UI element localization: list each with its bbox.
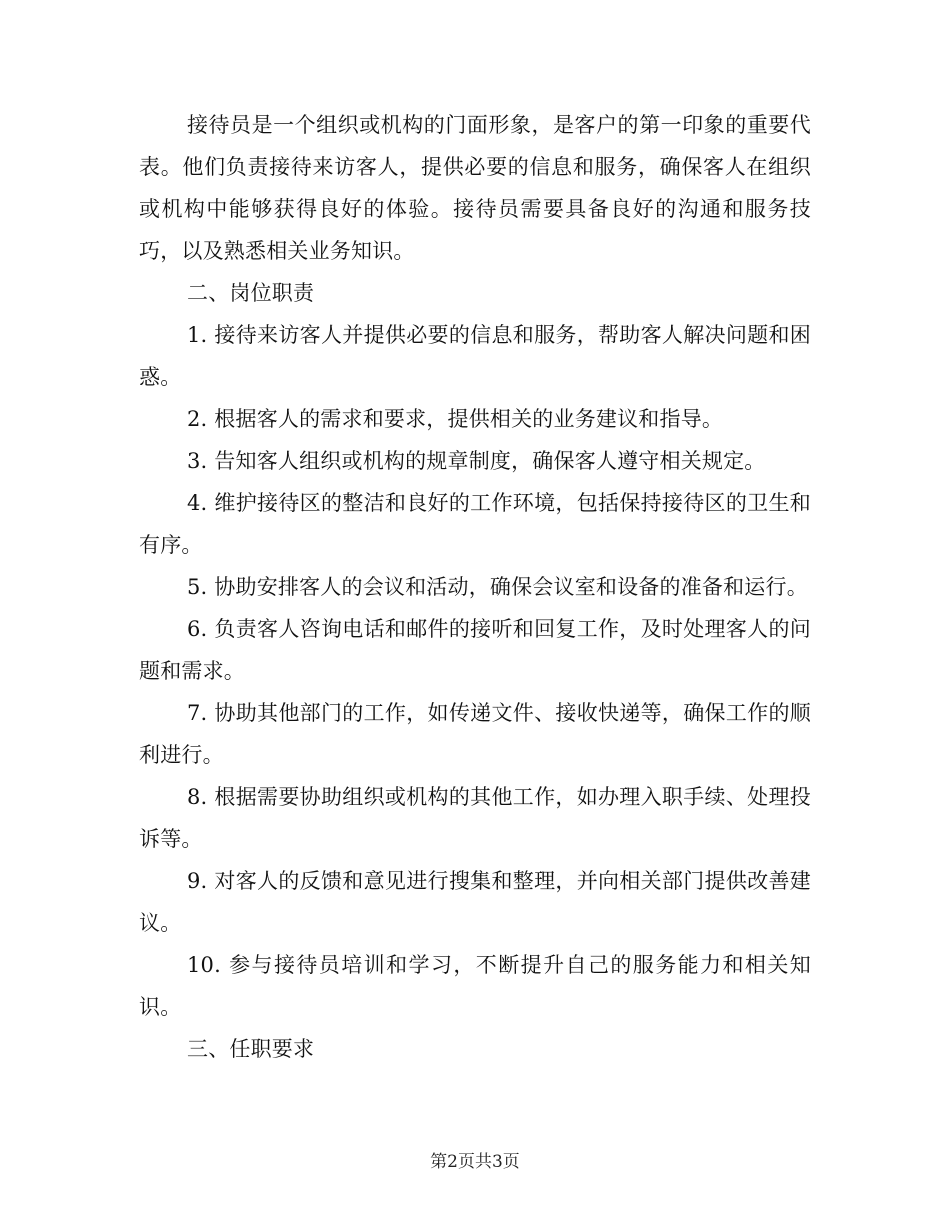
- section-heading-duties: 二、岗位职责: [187, 281, 315, 305]
- duty-item-2: 2. 根据客人的需求和要求，提供相关的业务建议和指导。: [187, 407, 724, 431]
- duty-item-10: 10. 参与接待员培训和学习，不断提升自己的服务能力和相关知识。: [139, 953, 811, 1019]
- duty-item-1: 1. 接待来访客人并提供必要的信息和服务，帮助客人解决问题和困惑。: [139, 323, 811, 389]
- duty-item-9: 9. 对客人的反馈和意见进行搜集和整理，并向相关部门提供改善建议。: [139, 869, 811, 935]
- document-body: [139, 104, 811, 1070]
- duty-item-3: 3. 告知客人组织或机构的规章制度，确保客人遵守相关规定。: [187, 449, 766, 473]
- duty-item-6: 6. 负责客人咨询电话和邮件的接听和回复工作，及时处理客人的问题和需求。: [139, 617, 811, 683]
- intro-paragraph: 接待员是一个组织或机构的门面形象，是客户的第一印象的重要代表。他们负责接待来访客人，提供必要的信息和服务，确保客人在组织或机构中能够获得良好的体验。接待员需要具备良好的沟通和服务技巧，以及熟悉相关业务知识。: [139, 113, 811, 263]
- duty-item-8: 8. 根据需要协助组织或机构的其他工作，如办理入职手续、处理投诉等。: [139, 785, 811, 851]
- section-heading-requirements: 三、任职要求: [187, 1037, 315, 1061]
- duty-item-5: 5. 协助安排客人的会议和活动，确保会议室和设备的准备和运行。: [187, 575, 808, 599]
- duty-item-4: 4. 维护接待区的整洁和良好的工作环境，包括保持接待区的卫生和有序。: [139, 491, 811, 557]
- duty-item-7: 7. 协助其他部门的工作，如传递文件、接收快递等，确保工作的顺利进行。: [139, 701, 811, 767]
- page-number-footer: 第2页共3页: [430, 1152, 520, 1172]
